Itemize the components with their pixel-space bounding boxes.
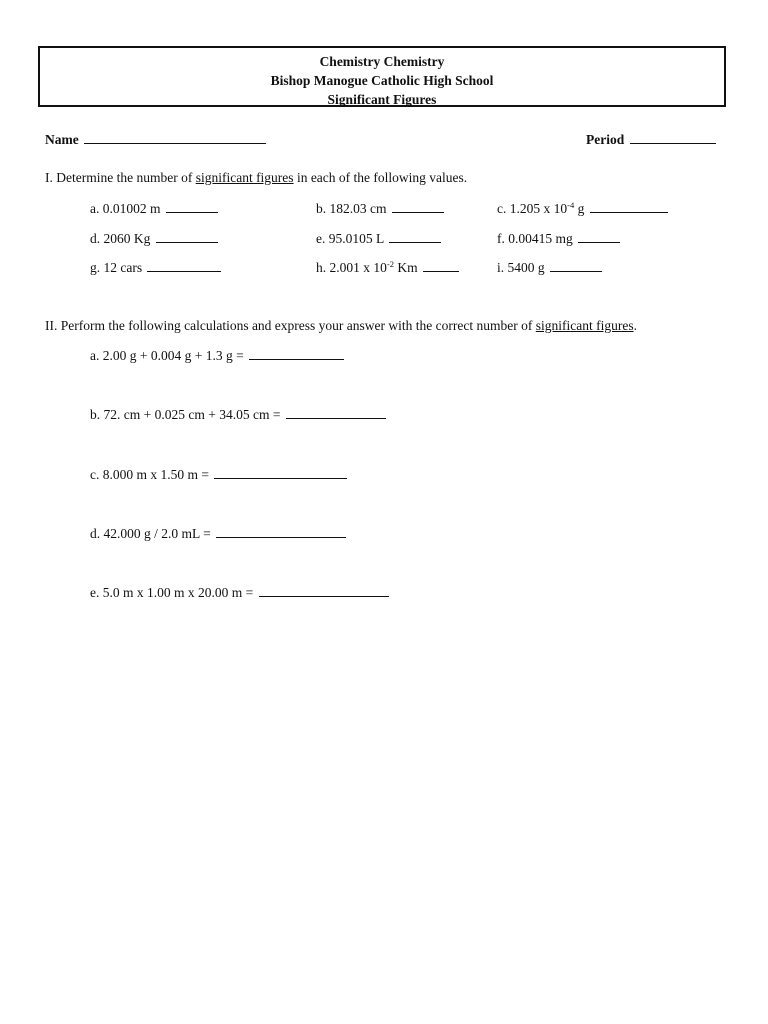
answer-blank[interactable] — [156, 230, 218, 243]
worksheet-title: Significant Figures — [327, 92, 437, 107]
part1-item-d[interactable]: d. 2060 Kg — [90, 230, 218, 247]
answer-blank[interactable] — [286, 406, 386, 419]
part2-item-e[interactable]: e. 5.0 m x 1.00 m x 20.00 m = — [90, 584, 389, 601]
answer-blank[interactable] — [147, 259, 221, 272]
part1-item-g[interactable]: g. 12 cars — [90, 259, 221, 276]
part2-item-a[interactable]: a. 2.00 g + 0.004 g + 1.3 g = — [90, 347, 344, 364]
period-blank[interactable] — [630, 131, 716, 144]
part2-prompt: II. Perform the following calculations and express your answer with the correct number of significant figures. — [45, 318, 637, 333]
course-title: Chemistry Chemistry — [319, 54, 445, 69]
answer-blank[interactable] — [392, 200, 444, 213]
part1-item-i[interactable]: i. 5400 g — [497, 259, 602, 276]
part1-item-f[interactable]: f. 0.00415 mg — [497, 230, 620, 247]
part1-item-a[interactable]: a. 0.01002 m — [90, 200, 218, 217]
answer-blank[interactable] — [578, 230, 620, 243]
part2-prompt-term: significant figures — [535, 318, 634, 333]
part1-item-e[interactable]: e. 95.0105 L — [316, 230, 441, 247]
answer-blank[interactable] — [214, 466, 347, 479]
part2-item-b[interactable]: b. 72. cm + 0.025 cm + 34.05 cm = — [90, 406, 386, 423]
part1-prompt-term: significant figures — [195, 170, 294, 185]
part1-item-c[interactable]: c. 1.205 x $10^{-4}$ g — [497, 200, 668, 217]
name-field[interactable] — [45, 131, 266, 148]
period-field[interactable] — [586, 131, 716, 148]
part1-item-h[interactable]: h. 2.001 x $10^{-2}$ Km — [316, 259, 459, 276]
answer-blank[interactable] — [259, 584, 389, 597]
part2-item-c[interactable]: c. 8.000 m x 1.50 m = — [90, 466, 347, 483]
answer-blank[interactable] — [216, 525, 346, 538]
part1-prompt: I. Determine the number of significant figures in each of the following values. — [45, 170, 468, 185]
name-label: Name — [45, 132, 79, 147]
answer-blank[interactable] — [166, 200, 218, 213]
part1-item-b[interactable]: b. 182.03 cm — [316, 200, 444, 217]
answer-blank[interactable] — [423, 259, 459, 272]
school-name: Bishop Manogue Catholic High School — [270, 73, 494, 88]
period-label: Period — [586, 132, 625, 147]
answer-blank[interactable] — [590, 200, 668, 213]
answer-blank[interactable] — [249, 347, 344, 360]
answer-blank[interactable] — [389, 230, 441, 243]
part2-item-d[interactable]: d. 42.000 g / 2.0 mL = — [90, 525, 346, 542]
name-blank[interactable] — [84, 131, 266, 144]
answer-blank[interactable] — [550, 259, 602, 272]
worksheet-header — [38, 46, 726, 107]
